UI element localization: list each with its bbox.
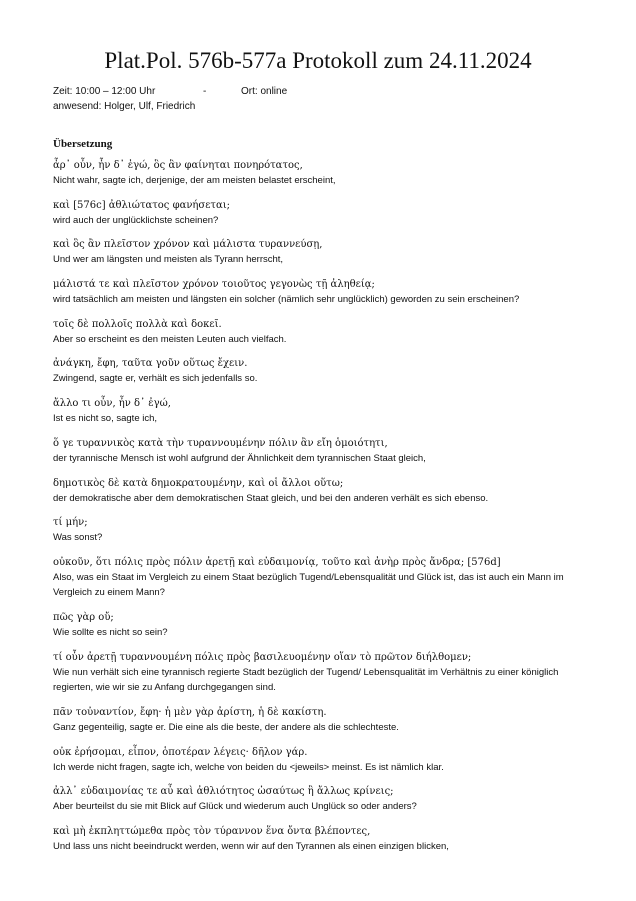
german-translation: Aber beurteilst du sie mit Blick auf Glück und wiederum auch Unglück so oder anders? <box>53 801 417 813</box>
german-translation: wird tatsächlich am meisten und längsten ein solcher (nämlich sehr unglücklich) geworden zu sein erscheinen? <box>53 294 520 306</box>
verse-block <box>53 317 598 348</box>
greek-line: οὐκ ἐρήσομαι, εἶπον, ὁποτέραν λέγεις· δῆλον γάρ. <box>53 746 308 758</box>
meta-separator: - <box>203 86 207 97</box>
meeting-time-row <box>53 84 593 99</box>
greek-line: καὶ μὴ ἐκπληττώμεθα πρὸς τὸν τύραννον ἕνα ὄντα βλέποντες, <box>53 826 371 837</box>
greek-line: πᾶν τοὐναντίον, ἔφη· ἡ μὲν γὰρ ἀρίστη, ἡ δὲ κακίστη. <box>53 706 327 718</box>
verse-block <box>53 277 598 308</box>
verse-block <box>53 158 598 189</box>
meeting-info <box>53 84 593 114</box>
verse-block <box>53 745 598 776</box>
german-translation: Und lass uns nicht beeindruckt werden, wenn wir auf den Tyrannen als einen einzigen blicken, <box>53 841 449 852</box>
german-translation: Aber so erscheint es den meisten Leuten auch vielfach. <box>53 333 287 345</box>
attendees-row <box>53 99 593 114</box>
german-translation: Was sonst? <box>53 532 103 544</box>
german-translation: Ich werde nicht fragen, sagte ich, welche von beiden du <jeweils> meinst. Es ist nämlich klar. <box>53 761 444 773</box>
greek-line: μάλιστά τε καὶ πλεῖστον χρόνον τοιοῦτος γεγονὼς τῇ ἀληθείᾳ; <box>53 279 375 291</box>
german-translation: Also, was ein Staat im Vergleich zu einem Staat bezüglich Tugend/Lebensqualität und Glück ist, das ist auch ein Mann im Vergleich zu einem Mann? <box>53 571 564 599</box>
german-translation: Ist es nicht so, sagte ich, <box>53 413 158 425</box>
verse-block <box>53 436 598 467</box>
greek-line: τί μήν; <box>53 517 88 529</box>
german-translation: Nicht wahr, sagte ich, derjenige, der am meisten belastet erscheint, <box>53 175 336 186</box>
verse-block <box>53 824 598 855</box>
verse-block <box>53 356 598 387</box>
greek-line: ἀλλ᾽ εὐδαιμονίας τε αὖ καὶ ἀθλιότητος ὡσαύτως ἢ ἄλλως κρίνεις; <box>53 786 394 798</box>
verse-block <box>53 476 598 507</box>
verse-block <box>53 396 598 427</box>
greek-line: καὶ [576c] ἀθλιώτατος φανήσεται; <box>53 199 230 211</box>
german-translation: der tyrannische Mensch ist wohl aufgrund der Ähnlichkeit dem tyrannischen Staat gleich, <box>53 452 426 464</box>
verse-block <box>53 610 598 641</box>
greek-line: πῶς γὰρ οὔ; <box>53 612 114 624</box>
meeting-place: Ort: online <box>241 86 288 97</box>
verse-block <box>53 198 598 229</box>
german-translation: Wie nun verhält sich eine tyrannisch regierte Stadt bezüglich der Tugend/ Lebensqualität im Verhältnis zu einer königlich regierten, wie wir sie zu Anfang durchgegangen sind. <box>53 666 559 694</box>
german-translation: Ganz gegenteilig, sagte er. Die eine als die beste, der andere als die schlechteste. <box>53 721 399 733</box>
verse-block <box>53 705 598 736</box>
greek-line: τοῖς δὲ πολλοῖς πολλὰ καὶ δοκεῖ. <box>53 318 222 330</box>
verse-block <box>53 515 598 546</box>
verse-block <box>53 555 598 601</box>
greek-line: οὐκοῦν, ὅτι πόλις πρὸς πόλιν ἀρετῇ καὶ εὐδαιμονίᾳ, τοῦτο καὶ ἀνὴρ πρὸς ἄνδρα; [576d] <box>53 556 501 568</box>
translation-verses <box>53 158 598 864</box>
german-translation: Wie sollte es nicht so sein? <box>53 627 168 639</box>
german-translation: der demokratische aber dem demokratischen Staat gleich, und bei den anderen verhält es sich ebenso. <box>53 492 489 504</box>
german-translation: Und wer am längsten und meisten als Tyrann herrscht, <box>53 254 284 266</box>
attendees: anwesend: Holger, Ulf, Friedrich <box>53 101 196 112</box>
page-title: Plat.Pol. 576b-577a Protokoll zum 24.11.2024 <box>104 48 532 73</box>
verse-block <box>53 237 598 268</box>
greek-line: ἆρ᾽ οὖν, ἦν δ᾽ ἐγώ, ὃς ἂν φαίνηται πονηρότατος, <box>53 160 303 171</box>
verse-block <box>53 650 598 696</box>
greek-line: ἄλλο τι οὖν, ἦν δ᾽ ἐγώ, <box>53 398 171 410</box>
greek-line: τί οὖν ἀρετῇ τυραννουμένη πόλις πρὸς βασιλευομένην οἵαν τὸ πρῶτον διήλθομεν; <box>53 651 472 663</box>
section-heading-translation: Übersetzung <box>53 138 113 150</box>
greek-line: καὶ ὃς ἂν πλεῖστον χρόνον καὶ μάλιστα τυραννεύσῃ, <box>53 239 323 251</box>
german-translation: wird auch der unglücklichste scheinen? <box>53 214 219 226</box>
german-translation: Zwingend, sagte er, verhält es sich jedenfalls so. <box>53 373 258 385</box>
greek-line: ὅ γε τυραννικὸς κατὰ τὴν τυραννουμένην πόλιν ἂν εἴη ὁμοιότητι, <box>53 437 388 449</box>
verse-block <box>53 784 598 815</box>
greek-line: δημοτικὸς δὲ κατὰ δημοκρατουμένην, καὶ οἱ ἄλλοι οὕτω; <box>53 477 344 489</box>
meeting-time: Zeit: 10:00 – 12:00 Uhr <box>53 86 156 97</box>
greek-line: ἀνάγκη, ἔφη, ταῦτα γοῦν οὕτως ἔχειν. <box>53 358 248 370</box>
